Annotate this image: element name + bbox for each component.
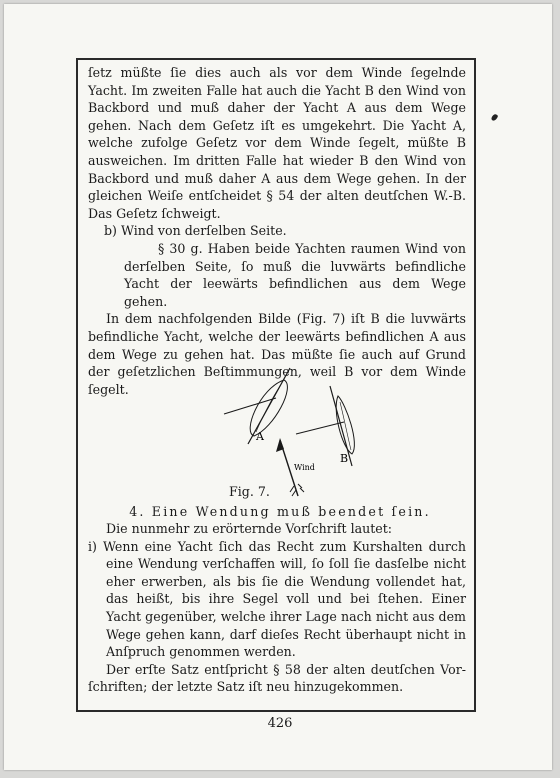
yacht-b-boom bbox=[296, 422, 344, 434]
yacht-a-hull bbox=[250, 380, 287, 436]
yacht-a-mast-line bbox=[248, 368, 290, 444]
figure-7-diagram bbox=[214, 358, 374, 502]
yacht-a-label: A bbox=[256, 430, 264, 443]
closing-paragraph: Der erſte Satz entſpricht § 58 der alten deutſchen Vorſchriften; der letzte Satz iſt neu hinzugekommen. bbox=[88, 661, 466, 695]
upper-text-block bbox=[88, 64, 466, 398]
wind-label: Wind bbox=[294, 463, 315, 472]
rule-i: i) Wenn eine Yacht ſich das Recht zum Kurshalten durch eine Wendung verſchaffen will, ſo ſoll ſie dasſelbe nicht eher erwerben, als bis ſie die Wendung vollendet hat, das heißt, bis ihre Segel voll und bei ſtehen. Einer Yacht gegenüber, welche ihrer Lage nach nicht aus dem Wege gehen kann, darf dieſes Recht überhaupt nicht in Anſpruch genommen werden. bbox=[88, 538, 466, 660]
figure-caption: Fig. 7. bbox=[229, 484, 270, 499]
paragraph-figure-reference: In dem nachfolgenden Bilde (Fig. 7) iſt B die luvwärts befindliche Yacht, welche der leewärts befindlichen A aus dem Wege zu gehen hat. Das müßte ſie auch auf Grund der geſetzlichen Beſtimmungen, weil B vor dem Winde ſegelt. bbox=[88, 311, 466, 397]
page-number: 426 bbox=[267, 716, 293, 731]
paragraph-continuation: ſetz müßte ſie dies auch als vor dem Winde ſegelnde Yacht. Im zweiten Falle hat auch die Yacht B den Wind von Backbord und muß daher der Yacht A aus dem Wege gehen. Nach dem Geſetz iſt es umgekehrt. Die Yacht A, welche zufolge Geſetz vor dem Winde ſegelt, müßte B ausweichen. Im dritten Falle hat wieder B den Wind von Backbord und muß daher A aus dem Wege gehen. In der gleichen Weiſe entſcheidet § 54 der alten deutſchen W.-B. Das Geſetz ſchweigt. bbox=[88, 65, 466, 221]
paragraph-section-30g: § 30 g. Haben beide Yachten raumen Wind von derſelben Seite, ſo muß die luvwärts befindliche Yacht der leewärts befindlichen aus dem Wege gehen. bbox=[124, 240, 466, 309]
lower-text-block bbox=[88, 520, 466, 696]
section-heading: 4. Eine Wendung muß beendet ſein. bbox=[129, 504, 431, 519]
intro-line: Die nunmehr zu erörternde Vorſchrift lautet: bbox=[106, 521, 393, 536]
yacht-b-label: B bbox=[340, 452, 349, 465]
item-b-heading: b) Wind von derſelben Seite. bbox=[104, 223, 287, 239]
